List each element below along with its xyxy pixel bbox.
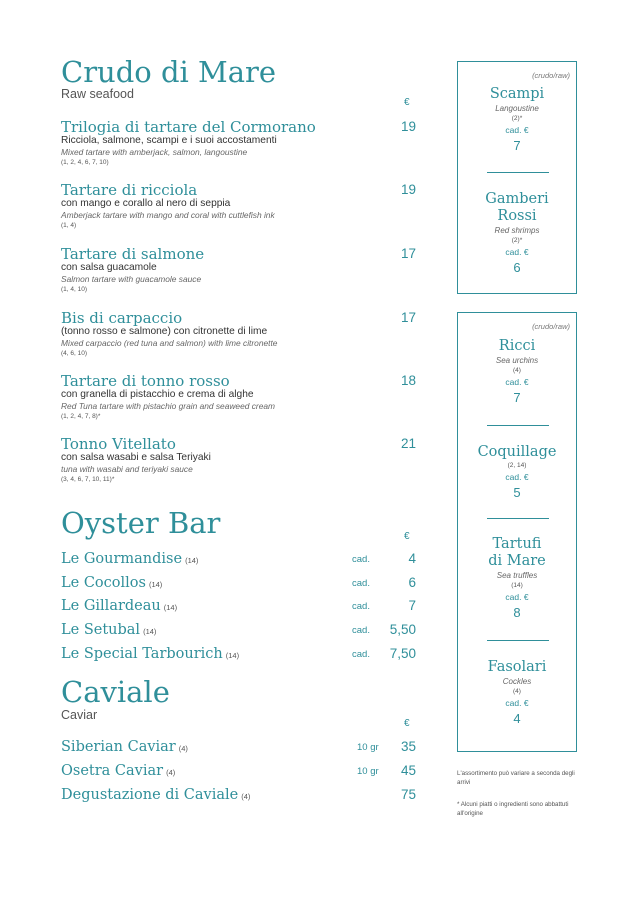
dish-name: Tartare di tonno rosso <box>61 372 230 390</box>
oyster-allergens: (14) <box>185 556 199 565</box>
box-item-name: Gamberi Rossi <box>485 191 549 224</box>
dish-name: Tartare di ricciola <box>61 181 198 199</box>
box-item-price: 5 <box>513 485 521 500</box>
caviale-currency: € <box>404 718 410 729</box>
box-item-name: Ricci <box>498 338 536 354</box>
box-item-unit: cad. € <box>505 377 529 387</box>
caviar-price: 75 <box>400 787 416 802</box>
caviar-name: Siberian Caviar <box>61 739 176 755</box>
box-item-allergens: (2)* <box>511 115 523 122</box>
caviar-allergens: (4) <box>241 792 251 801</box>
caviar-item <box>61 761 416 781</box>
dish-price: 19 <box>400 182 416 197</box>
dish-name: Bis di carpaccio <box>61 309 183 327</box>
raw-shellfish-box <box>457 312 577 752</box>
box-item <box>458 659 576 727</box>
oyster-allergens: (14) <box>148 580 163 589</box>
dish-description-en: Salmon tartare with guacamole sauce <box>61 274 202 284</box>
box-tag: (crudo/raw) <box>532 322 570 331</box>
box-item <box>458 444 576 501</box>
dish-description-it: con granella di pistacchio e crema di alghe <box>61 389 254 400</box>
box-divider <box>487 518 549 519</box>
oyster-name: Le Setubal <box>61 622 141 638</box>
caviale-subtitle: Caviar <box>61 708 98 722</box>
box-item-price: 4 <box>513 711 521 726</box>
oyster-item <box>61 596 416 616</box>
dish-allergens: (3, 4, 6, 7, 10, 11)* <box>61 476 115 483</box>
box-divider <box>487 640 549 641</box>
crudo-title: Crudo di Mare <box>61 55 277 89</box>
assortment-note: L'assortimento può variare a seconda degli arrivi <box>457 770 575 786</box>
dish-price: 21 <box>400 436 416 451</box>
dish-description-en: Mixed carpaccio (red tuna and salmon) with lime citronette <box>61 338 278 348</box>
oyster-name: Le Gourmandise <box>61 551 183 567</box>
caviar-item <box>61 737 416 757</box>
caviar-name: Degustazione di Caviale <box>61 787 239 803</box>
oyster-name: Le Cocollos <box>61 575 146 591</box>
caviar-price: 45 <box>400 763 416 778</box>
abbattuti-note: * Alcuni piatti o ingredienti sono abbattuti all'origine <box>457 801 569 817</box>
caviar-allergens: (4) <box>166 768 176 777</box>
box-item-unit: cad. € <box>505 592 529 602</box>
box-item <box>458 536 576 621</box>
caviar-item <box>61 785 416 805</box>
oyster-unit: cad. <box>352 601 370 612</box>
dish-item <box>61 246 416 295</box>
crudo-subtitle: Raw seafood <box>61 87 134 101</box>
box-divider <box>487 425 549 426</box>
caviale-title: Caviale <box>61 675 170 709</box>
box-item-name: Fasolari <box>487 659 547 675</box>
oyster-allergens: (14) <box>163 603 178 612</box>
box-item-allergens: (2, 14) <box>507 462 527 469</box>
oyster-unit: cad. <box>352 649 370 660</box>
box-item-unit: cad. € <box>505 125 529 135</box>
dish-description-it: Ricciola, salmone, scampi e i suoi accostamenti <box>61 135 277 146</box>
dish-allergens: (1, 4, 10) <box>61 286 88 293</box>
box-divider <box>487 172 549 173</box>
oyster-unit: cad. <box>352 625 370 636</box>
dish-description-it: con mango e corallo al nero di seppia <box>61 198 231 209</box>
box-item-allergens: (14) <box>511 582 523 589</box>
dish-description-it: con salsa wasabi e salsa Teriyaki <box>61 452 211 463</box>
box-item-allergens: (4) <box>513 688 521 695</box>
oyster-price: 7,50 <box>389 646 416 661</box>
oyster-allergens: (14) <box>225 651 240 660</box>
dish-description-en: Red Tuna tartare with pistachio grain and seaweed cream <box>61 401 275 411</box>
dish-allergens: (4, 6, 10) <box>61 350 88 357</box>
box-item-price: 7 <box>513 390 521 405</box>
box-item-price: 7 <box>513 138 521 153</box>
box-item-unit: cad. € <box>505 247 529 257</box>
oyster-name: Le Special Tarbourich <box>61 646 223 662</box>
oyster-title: Oyster Bar <box>61 506 221 540</box>
oyster-unit: cad. <box>352 578 370 589</box>
dish-price: 17 <box>400 246 416 261</box>
dish-name: Tonno Vitellato <box>61 435 176 453</box>
dish-item <box>61 182 416 231</box>
oyster-price: 5,50 <box>389 622 416 637</box>
oyster-name: Le Gillardeau <box>61 598 161 614</box>
oyster-unit: cad. <box>352 554 370 565</box>
caviar-allergens: (4) <box>178 744 188 753</box>
crudo-currency: € <box>404 97 410 108</box>
box-item <box>458 86 576 154</box>
oyster-price: 4 <box>408 551 416 566</box>
oyster-currency: € <box>404 531 410 542</box>
dish-allergens: (1, 2, 4, 6, 7, 10) <box>61 159 109 166</box>
box-item-name: Tartufi di Mare <box>488 536 546 569</box>
caviar-price: 35 <box>400 739 416 754</box>
dish-description-en: tuna with wasabi and teriyaki sauce <box>61 464 193 474</box>
dish-allergens: (1, 4) <box>61 222 77 229</box>
oyster-item <box>61 573 416 593</box>
box-item-en: Sea truffles <box>496 571 538 580</box>
dish-item <box>61 119 416 168</box>
box-item-allergens: (4) <box>513 367 521 374</box>
dish-description-it: con salsa guacamole <box>61 262 157 273</box>
box-item-price: 6 <box>513 260 521 275</box>
dish-name: Tartare di salmone <box>61 245 205 263</box>
dish-item <box>61 310 416 359</box>
box-tag: (crudo/raw) <box>532 71 570 80</box>
oyster-allergens: (14) <box>143 627 157 636</box>
caviar-unit: 10 gr <box>357 766 379 777</box>
oyster-price: 6 <box>408 575 416 590</box>
oyster-item <box>61 644 416 664</box>
dish-name: Trilogia di tartare del Cormorano <box>61 118 316 136</box>
oyster-item <box>61 549 416 569</box>
dish-description-en: Amberjack tartare with mango and coral with cuttlefish ink <box>61 210 275 220</box>
dish-price: 19 <box>400 119 416 134</box>
box-item-en: Sea urchins <box>495 356 539 365</box>
caviar-unit: 10 gr <box>357 742 379 753</box>
dish-description-it: (tonno rosso e salmone) con citronette di lime <box>61 326 268 337</box>
box-item-en: Langoustine <box>495 104 539 113</box>
caviar-name: Osetra Caviar <box>61 763 164 779</box>
box-item <box>458 191 576 276</box>
box-item-en: Red shrimps <box>494 226 540 235</box>
box-item-price: 8 <box>513 605 521 620</box>
box-item-unit: cad. € <box>505 472 529 482</box>
dish-price: 17 <box>400 310 416 325</box>
dish-item <box>61 436 416 485</box>
oyster-price: 7 <box>408 598 416 613</box>
box-item-name: Scampi <box>489 86 545 102</box>
box-item-en: Cockles <box>502 677 532 686</box>
dish-price: 18 <box>400 373 416 388</box>
box-item-unit: cad. € <box>505 698 529 708</box>
box-item-allergens: (2)* <box>511 237 523 244</box>
dish-description-en: Mixed tartare with amberjack, salmon, langoustine <box>61 147 248 157</box>
box-item-name: Coquillage <box>477 444 557 460</box>
dish-item <box>61 373 416 422</box>
oyster-item <box>61 620 416 640</box>
box-item <box>458 338 576 406</box>
dish-allergens: (1, 2, 4, 7, 8)* <box>61 413 101 420</box>
raw-crustaceans-box <box>457 61 577 294</box>
